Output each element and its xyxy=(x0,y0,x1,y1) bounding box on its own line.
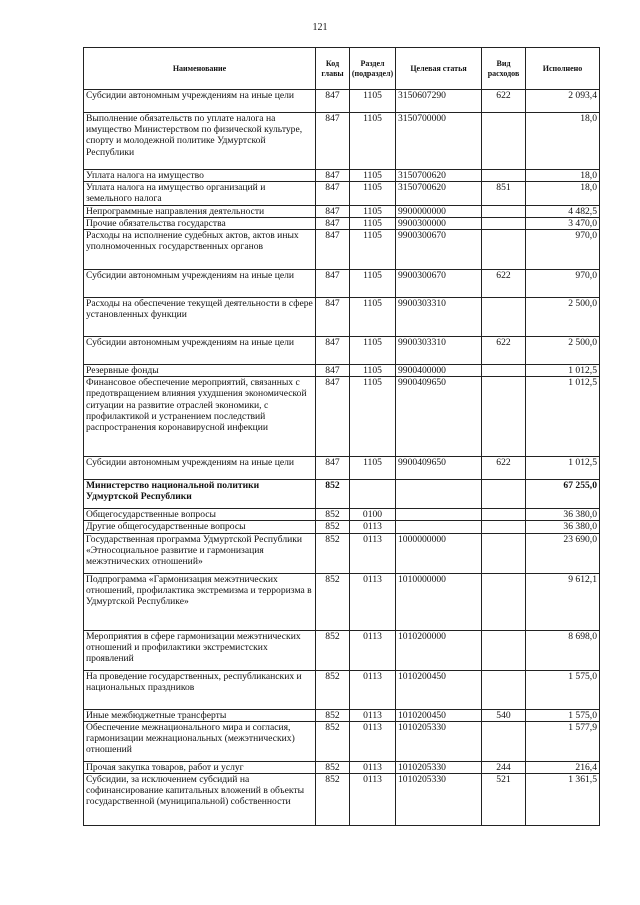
table-row xyxy=(84,90,600,113)
cell-code: 852 xyxy=(316,521,350,533)
cell-name: Прочие обязательства государства xyxy=(84,217,316,229)
table-row xyxy=(84,365,600,377)
cell-type xyxy=(482,480,526,509)
cell-amount: 23 690,0 xyxy=(526,533,600,573)
cell-name: Субсидии автономным учреждениям на иные цели xyxy=(84,337,316,365)
cell-code: 847 xyxy=(316,298,350,337)
cell-code: 847 xyxy=(316,337,350,365)
header-article: Целевая статья xyxy=(396,48,482,90)
cell-section: 0113 xyxy=(350,521,396,533)
cell-code: 852 xyxy=(316,509,350,521)
cell-amount: 1 012,5 xyxy=(526,377,600,457)
table-body xyxy=(84,90,600,826)
table-row xyxy=(84,721,600,761)
cell-code: 852 xyxy=(316,761,350,773)
cell-type: 622 xyxy=(482,90,526,113)
cell-type xyxy=(482,230,526,270)
header-code: Код главы xyxy=(316,48,350,90)
cell-code: 847 xyxy=(316,377,350,457)
cell-section: 1105 xyxy=(350,182,396,205)
cell-name: На проведение государственных, республиканских и национальных праздников xyxy=(84,670,316,709)
table-row xyxy=(84,270,600,298)
cell-amount: 216,4 xyxy=(526,761,600,773)
cell-name: Государственная программа Удмуртской Республики «Этносоциальное развитие и гармонизация межэтнических отношений» xyxy=(84,533,316,573)
cell-name: Иные межбюджетные трансферты xyxy=(84,709,316,721)
cell-amount: 1 577,9 xyxy=(526,721,600,761)
cell-type: 851 xyxy=(482,182,526,205)
cell-type xyxy=(482,509,526,521)
cell-code: 852 xyxy=(316,533,350,573)
cell-code: 847 xyxy=(316,270,350,298)
table-row xyxy=(84,182,600,205)
cell-section: 0113 xyxy=(350,761,396,773)
cell-section: 1105 xyxy=(350,365,396,377)
cell-code: 852 xyxy=(316,573,350,630)
cell-amount: 36 380,0 xyxy=(526,509,600,521)
budget-table xyxy=(83,47,600,826)
cell-article: 3150700620 xyxy=(396,182,482,205)
cell-code: 852 xyxy=(316,774,350,826)
cell-section: 0113 xyxy=(350,670,396,709)
table-row xyxy=(84,217,600,229)
cell-type xyxy=(482,217,526,229)
cell-section: 0113 xyxy=(350,630,396,670)
cell-section: 0113 xyxy=(350,709,396,721)
table-row xyxy=(84,521,600,533)
cell-article xyxy=(396,509,482,521)
table-row xyxy=(84,457,600,480)
cell-amount: 1 012,5 xyxy=(526,457,600,480)
cell-article: 9900000000 xyxy=(396,205,482,217)
cell-amount: 2 500,0 xyxy=(526,298,600,337)
cell-section: 1105 xyxy=(350,170,396,182)
cell-code: 847 xyxy=(316,205,350,217)
cell-type xyxy=(482,670,526,709)
cell-section: 1105 xyxy=(350,457,396,480)
cell-code: 847 xyxy=(316,217,350,229)
cell-type xyxy=(482,113,526,170)
cell-code: 852 xyxy=(316,709,350,721)
table-row xyxy=(84,170,600,182)
cell-type xyxy=(482,365,526,377)
cell-section: 1105 xyxy=(350,270,396,298)
cell-article: 1000000000 xyxy=(396,533,482,573)
cell-amount: 970,0 xyxy=(526,270,600,298)
cell-section xyxy=(350,480,396,509)
cell-article: 1010200000 xyxy=(396,630,482,670)
table-row xyxy=(84,670,600,709)
cell-section: 1105 xyxy=(350,217,396,229)
cell-code: 847 xyxy=(316,457,350,480)
header-section: Раздел (подраздел) xyxy=(350,48,396,90)
cell-type xyxy=(482,533,526,573)
cell-name: Субсидии автономным учреждениям на иные цели xyxy=(84,457,316,480)
cell-code: 847 xyxy=(316,365,350,377)
cell-article: 9900409650 xyxy=(396,457,482,480)
cell-type xyxy=(482,298,526,337)
cell-section: 1105 xyxy=(350,377,396,457)
cell-amount: 1 012,5 xyxy=(526,365,600,377)
cell-type xyxy=(482,377,526,457)
cell-amount: 36 380,0 xyxy=(526,521,600,533)
cell-name: Субсидии автономным учреждениям на иные цели xyxy=(84,90,316,113)
cell-amount: 18,0 xyxy=(526,113,600,170)
cell-amount: 2 093,4 xyxy=(526,90,600,113)
cell-name: Другие общегосударственные вопросы xyxy=(84,521,316,533)
cell-name: Мероприятия в сфере гармонизации межэтнических отношений и профилактики экстремистских проявлений xyxy=(84,630,316,670)
table-row xyxy=(84,377,600,457)
cell-type xyxy=(482,170,526,182)
cell-code: 852 xyxy=(316,480,350,509)
cell-article: 9900300670 xyxy=(396,270,482,298)
cell-article: 9900303310 xyxy=(396,298,482,337)
cell-amount: 18,0 xyxy=(526,170,600,182)
table-row xyxy=(84,630,600,670)
cell-section: 1105 xyxy=(350,337,396,365)
cell-article xyxy=(396,521,482,533)
cell-section: 0113 xyxy=(350,774,396,826)
cell-code: 847 xyxy=(316,113,350,170)
cell-article: 9900300670 xyxy=(396,230,482,270)
cell-amount: 9 612,1 xyxy=(526,573,600,630)
cell-type xyxy=(482,630,526,670)
cell-article xyxy=(396,480,482,509)
cell-amount: 3 470,0 xyxy=(526,217,600,229)
cell-type: 622 xyxy=(482,457,526,480)
cell-name: Выполнение обязательств по уплате налога на имущество Министерством по физической культуре, спорту и молодежной политике Удмуртской Республики xyxy=(84,113,316,170)
table-row xyxy=(84,113,600,170)
cell-code: 847 xyxy=(316,182,350,205)
table-row xyxy=(84,509,600,521)
header-type: Вид расходов xyxy=(482,48,526,90)
header-name: Наименование xyxy=(84,48,316,90)
table-row xyxy=(84,533,600,573)
cell-article: 9900303310 xyxy=(396,337,482,365)
cell-name: Прочая закупка товаров, работ и услуг xyxy=(84,761,316,773)
cell-section: 1105 xyxy=(350,113,396,170)
table-row xyxy=(84,230,600,270)
cell-name: Субсидии, за исключением субсидий на софинансирование капитальных вложений в объекты государственной (муниципальной) собственности xyxy=(84,774,316,826)
table-row xyxy=(84,761,600,773)
cell-section: 1105 xyxy=(350,230,396,270)
cell-section: 0113 xyxy=(350,533,396,573)
cell-name: Уплата налога на имущество организаций и земельного налога xyxy=(84,182,316,205)
cell-amount: 67 255,0 xyxy=(526,480,600,509)
cell-section: 0113 xyxy=(350,573,396,630)
cell-type: 622 xyxy=(482,337,526,365)
cell-name: Резервные фонды xyxy=(84,365,316,377)
cell-amount: 1 575,0 xyxy=(526,709,600,721)
cell-article: 1010000000 xyxy=(396,573,482,630)
cell-article: 9900409650 xyxy=(396,377,482,457)
table-row xyxy=(84,573,600,630)
cell-name: Расходы на исполнение судебных актов, актов иных уполномоченных государственных органов xyxy=(84,230,316,270)
cell-amount: 1 361,5 xyxy=(526,774,600,826)
cell-article: 1010200450 xyxy=(396,709,482,721)
cell-name: Общегосударственные вопросы xyxy=(84,509,316,521)
cell-article: 9900300000 xyxy=(396,217,482,229)
cell-name: Непрограммные направления деятельности xyxy=(84,205,316,217)
cell-code: 847 xyxy=(316,230,350,270)
cell-amount: 2 500,0 xyxy=(526,337,600,365)
table-row xyxy=(84,774,600,826)
cell-amount: 4 482,5 xyxy=(526,205,600,217)
cell-name: Уплата налога на имущество xyxy=(84,170,316,182)
cell-name: Финансовое обеспечение мероприятий, связанных с предотвращением влияния ухудшения экономической ситуации на развитие отраслей экономики, с профилактикой и устранением последствий распространения коронавирусной инфекции xyxy=(84,377,316,457)
cell-section: 1105 xyxy=(350,298,396,337)
cell-type xyxy=(482,573,526,630)
cell-code: 852 xyxy=(316,721,350,761)
cell-section: 0100 xyxy=(350,509,396,521)
cell-section: 1105 xyxy=(350,90,396,113)
cell-amount: 18,0 xyxy=(526,182,600,205)
cell-type xyxy=(482,205,526,217)
cell-name: Подпрограмма «Гармонизация межэтнических отношений, профилактика экстремизма и терроризма в Удмуртской Республике» xyxy=(84,573,316,630)
cell-type: 622 xyxy=(482,270,526,298)
table-row xyxy=(84,709,600,721)
cell-code: 852 xyxy=(316,670,350,709)
table-header xyxy=(84,48,600,90)
cell-type: 244 xyxy=(482,761,526,773)
cell-code: 847 xyxy=(316,170,350,182)
header-amount: Исполнено xyxy=(526,48,600,90)
cell-article: 3150700000 xyxy=(396,113,482,170)
cell-article: 3150607290 xyxy=(396,90,482,113)
table-row xyxy=(84,298,600,337)
cell-section: 1105 xyxy=(350,205,396,217)
page-number: 121 xyxy=(312,22,328,33)
cell-amount: 970,0 xyxy=(526,230,600,270)
cell-article: 1010205330 xyxy=(396,761,482,773)
cell-code: 852 xyxy=(316,630,350,670)
cell-article: 1010200450 xyxy=(396,670,482,709)
cell-article: 1010205330 xyxy=(396,774,482,826)
table-row xyxy=(84,480,600,509)
cell-name: Расходы на обеспечение текущей деятельности в сфере установленных функции xyxy=(84,298,316,337)
cell-type: 521 xyxy=(482,774,526,826)
cell-name: Министерство национальной политики Удмуртской Республики xyxy=(84,480,316,509)
table-row xyxy=(84,205,600,217)
table-row xyxy=(84,337,600,365)
cell-type: 540 xyxy=(482,709,526,721)
cell-article: 9900400000 xyxy=(396,365,482,377)
cell-name: Субсидии автономным учреждениям на иные цели xyxy=(84,270,316,298)
cell-section: 0113 xyxy=(350,721,396,761)
cell-type xyxy=(482,721,526,761)
cell-amount: 1 575,0 xyxy=(526,670,600,709)
cell-amount: 8 698,0 xyxy=(526,630,600,670)
cell-name: Обеспечение межнационального мира и согласия, гармонизации межнациональных (межэтнических) отношений xyxy=(84,721,316,761)
cell-article: 1010205330 xyxy=(396,721,482,761)
cell-article: 3150700620 xyxy=(396,170,482,182)
cell-code: 847 xyxy=(316,90,350,113)
cell-type xyxy=(482,521,526,533)
